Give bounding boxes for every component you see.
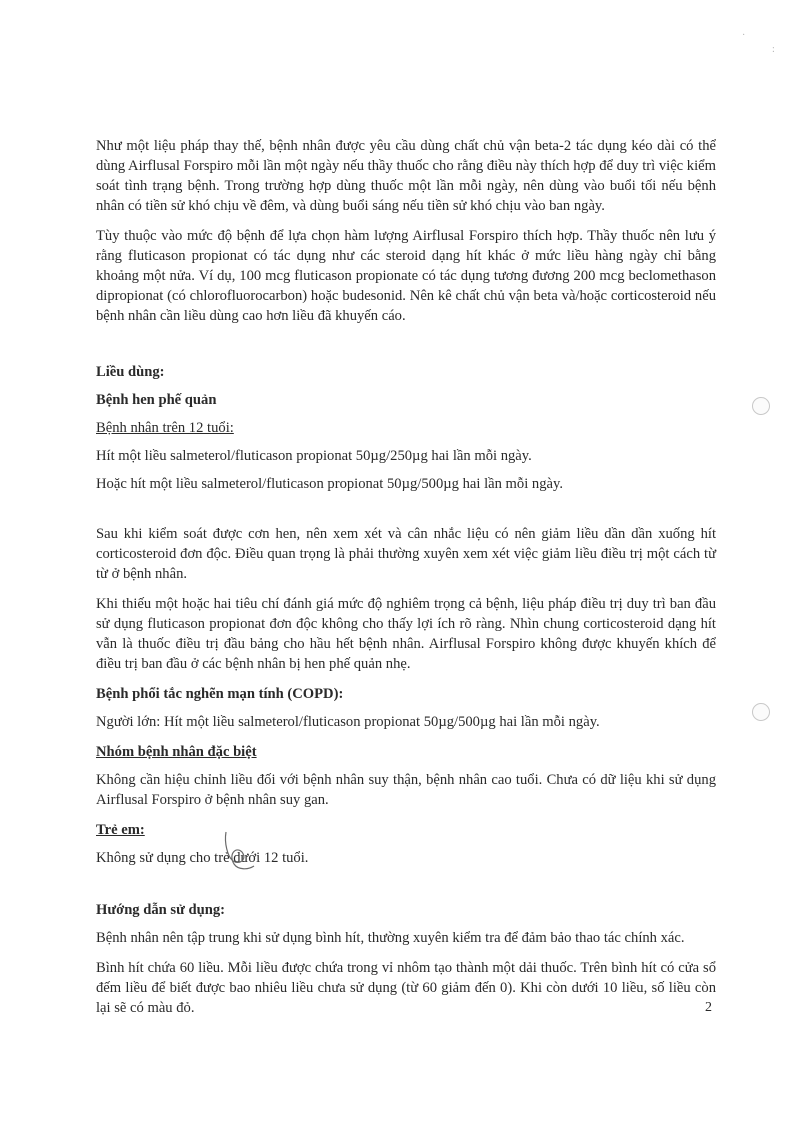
dosage-line-250: Hít một liều salmeterol/fluticason propionat 50µg/250µg hai lần mỗi ngày. bbox=[96, 448, 532, 464]
handwritten-initial-mark bbox=[218, 830, 258, 874]
punch-hole-lower bbox=[752, 703, 770, 721]
heading-special-populations: Nhóm bệnh nhân đặc biệt bbox=[96, 744, 257, 760]
heading-dosage: Liều dùng: bbox=[96, 364, 165, 380]
special-populations-text: Không cần hiệu chỉnh liều đối với bệnh nhân suy thận, bệnh nhân cao tuổi. Chưa có dữ liệu khi sử dụng Airflusal Forspiro ở bệnh nhân suy gan. bbox=[96, 772, 716, 808]
heading-copd: Bệnh phổi tắc nghẽn mạn tính (COPD): bbox=[96, 686, 344, 702]
heading-children: Trẻ em: bbox=[96, 822, 145, 838]
spacer bbox=[96, 878, 716, 900]
paragraph-alternative-therapy: Như một liệu pháp thay thế, bệnh nhân được yêu cầu dùng chất chủ vận beta-2 tác dụng kéo dài có thể dùng Airflusal Forspiro mỗi lần một ngày nếu thầy thuốc cho rằng điều này thích hợp để duy trì việc kiểm soát tình trạng bệnh. Trong trường hợp dùng thuốc một lần mỗi ngày, nên dùng vào buổi tối nếu bệnh nhân có tiền sử khó chịu về đêm, và dùng buổi sáng nếu tiền sử khó chịu vào ban ngày. bbox=[96, 138, 716, 214]
children-text: Không sử dụng cho trẻ dưới 12 tuổi. bbox=[96, 850, 309, 866]
document-body bbox=[96, 136, 716, 1028]
punch-hole-upper bbox=[752, 397, 770, 415]
page-number: 2 bbox=[705, 1000, 712, 1015]
instructions-focus-text: Bệnh nhân nên tập trung khi sử dụng bình hít, thường xuyên kiểm tra để đảm bảo thao tác chính xác. bbox=[96, 930, 685, 946]
dosage-line-500: Hoặc hít một liều salmeterol/fluticason propionat 50µg/500µg hai lần mỗi ngày. bbox=[96, 476, 563, 492]
spacer bbox=[96, 502, 716, 524]
scan-speck-top-2: : bbox=[772, 44, 775, 55]
scan-speck-top: · bbox=[742, 30, 746, 41]
paragraph-strength-selection: Tùy thuộc vào mức độ bệnh để lựa chọn hàm lượng Airflusal Forspiro thích hợp. Thầy thuốc nên lưu ý rằng fluticason propionat có tác dụng như các steroid dạng hít khác ở mức liều hàng ngày chỉ bằng khoảng một nửa. Ví dụ, 100 mcg fluticason propionate có tác dụng tương đương 200 mcg beclomethason dipropionat (có chlorofluorocarbon) hoặc budesonid. Nên kê chất chủ vận beta và/hoặc corticosteroid nếu bệnh nhân cần liều dùng cao hơn liều đã khuyến cáo. bbox=[96, 228, 716, 324]
spacer bbox=[96, 336, 716, 362]
instructions-dose-counter-text: Bình hít chứa 60 liều. Mỗi liều được chứa trong vỉ nhôm tạo thành một dải thuốc. Trên bình hít có cửa sổ đếm liều để biết được bao nhiêu liều chưa sử dụng (từ 60 giảm đến 0). Khi còn dưới 10 liều, số liều còn lại sẽ có màu đỏ. bbox=[96, 960, 716, 1016]
heading-asthma: Bệnh hen phế quản bbox=[96, 392, 217, 408]
paragraph-initial-therapy: Khi thiếu một hoặc hai tiêu chí đánh giá mức độ nghiêm trọng cả bệnh, liệu pháp điều trị duy trì ban đầu sử dụng fluticason propionat đơn độc không cho thấy lợi ích rõ ràng. Nhìn chung corticosteroid dạng hít vẫn là thuốc điều trị đầu bảng cho hầu hết bệnh nhân. Airflusal Forspiro không được khuyến khích để điều trị ban đầu ở các bệnh nhân bị hen phế quản nhẹ. bbox=[96, 596, 716, 672]
copd-dosage-line: Người lớn: Hít một liều salmeterol/fluticason propionat 50µg/500µg hai lần mỗi ngày. bbox=[96, 714, 600, 730]
paragraph-step-down: Sau khi kiểm soát được cơn hen, nên xem xét và cân nhắc liệu có nên giảm liều dần dần xuống hít corticosteroid đơn độc. Điều quan trọng là phải thường xuyên xem xét việc giảm liều điều trị một cách từ từ ở bệnh nhân. bbox=[96, 526, 716, 582]
subheading-over-12: Bệnh nhân trên 12 tuổi: bbox=[96, 420, 234, 436]
heading-instructions: Hướng dẫn sử dụng: bbox=[96, 902, 226, 918]
